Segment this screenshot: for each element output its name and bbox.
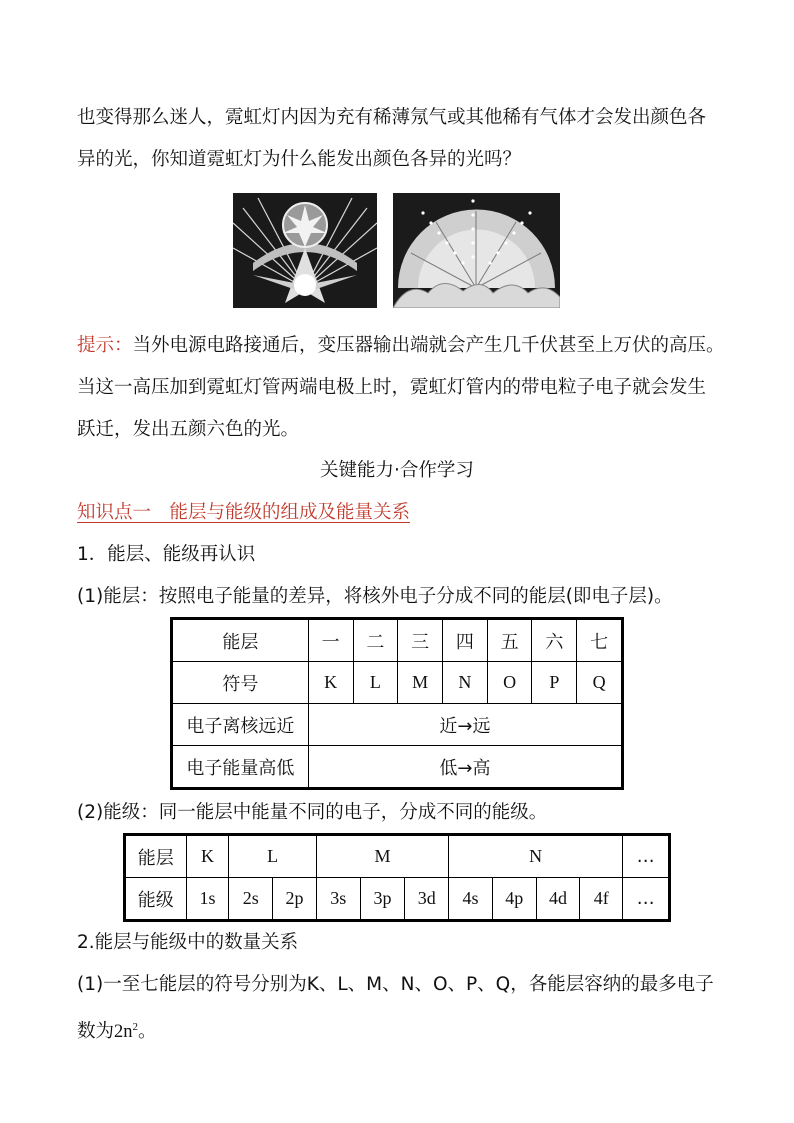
table-row — [172, 704, 623, 746]
paragraph-3-line-1: (1)一至七能层的符号分别为K、L、M、N、O、P、Q，各能层容纳的最多电子 — [77, 974, 714, 995]
table-row — [125, 878, 670, 921]
hint-line-2: 当这一高压加到霓虹灯管两端电极上时，霓虹灯管内的带电粒子电子就会发生 — [77, 377, 707, 398]
table-cell: 4p — [492, 878, 536, 921]
paragraph-1: (1)能层：按照电子能量的差异，将核外电子分成不同的能层(即电子层)。 — [77, 586, 673, 607]
table-row — [172, 746, 623, 789]
energy-sublevel-table — [123, 833, 671, 922]
table-cell: L — [353, 662, 398, 704]
table-cell: L — [229, 835, 317, 878]
table-cell: N — [449, 835, 623, 878]
table-cell: 4d — [536, 878, 580, 921]
table-cell: 四 — [443, 619, 488, 662]
table-cell: M — [316, 835, 448, 878]
table-cell-label: 符号 — [172, 662, 309, 704]
table-row — [125, 835, 670, 878]
table-cell: 三 — [398, 619, 443, 662]
table-cell: 近→远 — [308, 704, 622, 746]
hint-line-1 — [77, 334, 725, 358]
knowledge-point-heading — [77, 501, 410, 525]
table-cell: P — [532, 662, 577, 704]
table-cell: 2p — [273, 878, 317, 921]
hint-line-3: 跃迁，发出五颜六色的光。 — [77, 419, 300, 440]
table-cell: 4s — [449, 878, 493, 921]
knowledge-point-text: 知识点一 能层与能级的组成及能量关系 — [77, 502, 411, 523]
table-cell: 4f — [580, 878, 623, 921]
table-cell: 低→高 — [308, 746, 622, 789]
table-cell: … — [623, 835, 670, 878]
intro-line-1: 也变得那么迷人，霓虹灯内因为充有稀薄氖气或其他稀有气体才会发出颜色各 — [77, 107, 707, 128]
paragraph-3-line-2 — [77, 1015, 157, 1044]
table-cell: K — [308, 662, 353, 704]
table-cell: 2s — [229, 878, 273, 921]
table-cell: 七 — [577, 619, 623, 662]
table-cell: 1s — [186, 878, 229, 921]
table-cell: 六 — [532, 619, 577, 662]
paragraph-2: (2)能级：同一能层中能量不同的电子，分成不同的能级。 — [77, 802, 548, 823]
heading-2: 2.能层与能级中的数量关系 — [77, 932, 299, 953]
table-cell: 3p — [360, 878, 405, 921]
neon-star-image — [233, 193, 377, 308]
paragraph-3-prefix: 数为 — [77, 1021, 115, 1043]
table-row — [172, 619, 623, 662]
table-cell-label: 电子离核远近 — [172, 704, 309, 746]
table-cell: 五 — [487, 619, 532, 662]
table-cell: 二 — [353, 619, 398, 662]
table-cell: M — [398, 662, 443, 704]
formula: 2n — [114, 1022, 133, 1043]
table-cell-label: 能层 — [125, 835, 187, 878]
energy-shell-table — [170, 617, 624, 790]
section-title: 关键能力·合作学习 — [320, 460, 474, 481]
table-cell-label: 能级 — [125, 878, 187, 921]
neon-sunrise-image — [393, 193, 560, 308]
intro-line-2: 异的光，你知道霓虹灯为什么能发出颜色各异的光吗？ — [77, 149, 522, 170]
table-row — [172, 662, 623, 704]
hint-text-1: 当外电源电路接通后，变压器输出端就会产生几千伏甚至上万伏的高压。 — [132, 335, 725, 356]
table-cell: 3s — [316, 878, 360, 921]
table-cell: 3d — [405, 878, 449, 921]
paragraph-3-suffix: 。 — [138, 1021, 157, 1043]
table-cell: N — [443, 662, 488, 704]
table-cell: K — [186, 835, 229, 878]
table-cell: Q — [577, 662, 623, 704]
hint-label: 提示： — [77, 335, 133, 356]
heading-1: 1．能层、能级再认识 — [77, 544, 256, 565]
formula-exponent: 2 — [132, 1021, 139, 1033]
table-cell: O — [487, 662, 532, 704]
table-cell-label: 能层 — [172, 619, 309, 662]
table-cell: 一 — [308, 619, 353, 662]
table-cell-label: 电子能量高低 — [172, 746, 309, 789]
table-cell: … — [623, 878, 670, 921]
